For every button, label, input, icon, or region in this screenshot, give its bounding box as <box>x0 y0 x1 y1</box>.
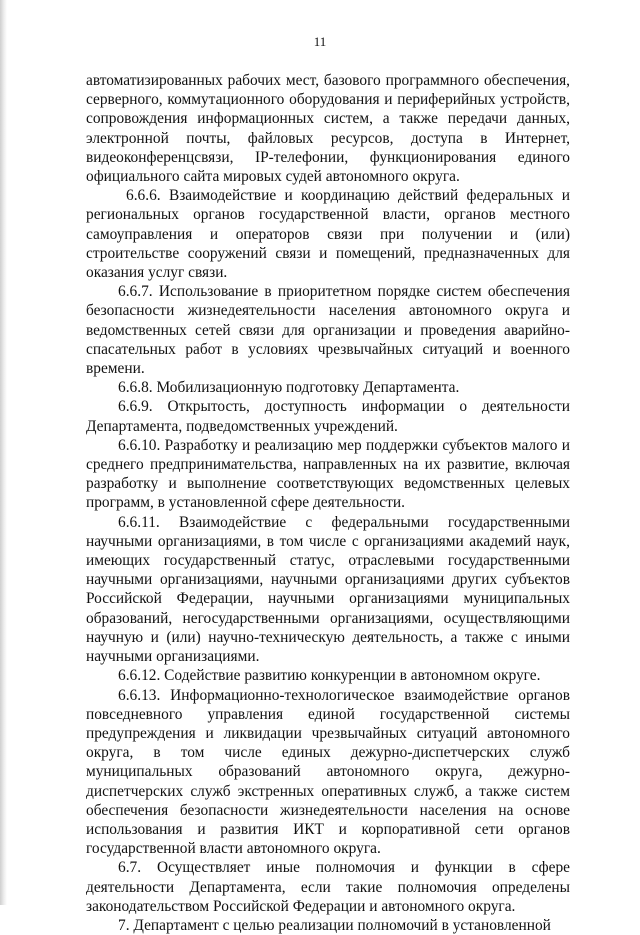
scan-shadow-edge <box>0 0 7 905</box>
paragraph-6-6-10: 6.6.10. Разработку и реализацию мер поддержки субъектов малого и среднего предпринимательства, направленных на их развитие, включая разработку и выполнение соответствующих ведомственных целевых программ, в установленной сфере деятельности. <box>86 436 570 512</box>
paragraph-6-6-6: 6.6.6. Взаимодействие и координацию действий федеральных и региональных органов государственной власти, органов местного самоуправления и операторов связи при получении и (или) строительстве сооружений связи и помещений, предназначенных для оказания услуг связи. <box>86 187 570 282</box>
paragraph-6-6-11: 6.6.11. Взаимодействие с федеральными государственными научными организациями, в том числе с организациями академий наук, имеющих государственный статус, отраслевыми государственными научными организациями, научными организациями других субъектов Российской Федерации, научными организациями муниципальных образований, негосударственными организациями, осуществляющими научную и (или) научно-техническую деятельность, а также с иными научными организациями. <box>86 513 570 666</box>
paragraph-6-6-13: 6.6.13. Информационно-технологическое взаимодействие органов повседневного управления единой государственной системы предупреждения и ликвидации чрезвычайных ситуаций автономного округа, в том числе единых дежурно-диспетчерских служб муниципальных образований автономного округа, дежурно-диспетчерских служб экстренных оперативных служб, а также систем обеспечения безопасности жизнедеятельности населения на основе использования и развития ИКТ и корпоративной сети органов государственной власти автономного округа. <box>86 686 570 858</box>
paragraph-7: 7. Департамент с целью реализации полномочий в установленной <box>118 916 551 934</box>
paragraph-6-6-12: 6.6.12. Содействие развитию конкуренции в автономном округе. <box>118 667 541 685</box>
paragraph-6-6-9: 6.6.9. Открытость, доступность информации о деятельности Департамента, подведомственных учреждений. <box>86 398 570 435</box>
paragraph-6-7: 6.7. Осуществляет иные полномочия и функции в сфере деятельности Департамента, если такие полномочия определены законодательством Российской Федерации и автономного округа. <box>86 859 570 915</box>
page-number: 11 <box>313 34 327 49</box>
paragraph-6-6-8: 6.6.8. Мобилизационную подготовку Департамента. <box>118 379 460 397</box>
document-body <box>86 71 570 935</box>
paragraph-continuation: автоматизированных рабочих мест, базового программного обеспечения, серверного, коммутационного оборудования и периферийных устройств, сопровождения информационных систем, а также передачи данных, электронной почты, файловых ресурсов, доступа в Интернет, видеоконференцсвязи, IP-телефонии, функционирования единого официального сайта мировых судей автономного округа. <box>86 72 570 186</box>
paragraph-6-6-7: 6.6.7. Использование в приоритетном порядке систем обеспечения безопасности жизнедеятельности населения автономного округа и ведомственных сетей связи для организации и проведения аварийно-спасательных работ в условиях чрезвычайных ситуаций и военного времени. <box>86 283 570 378</box>
